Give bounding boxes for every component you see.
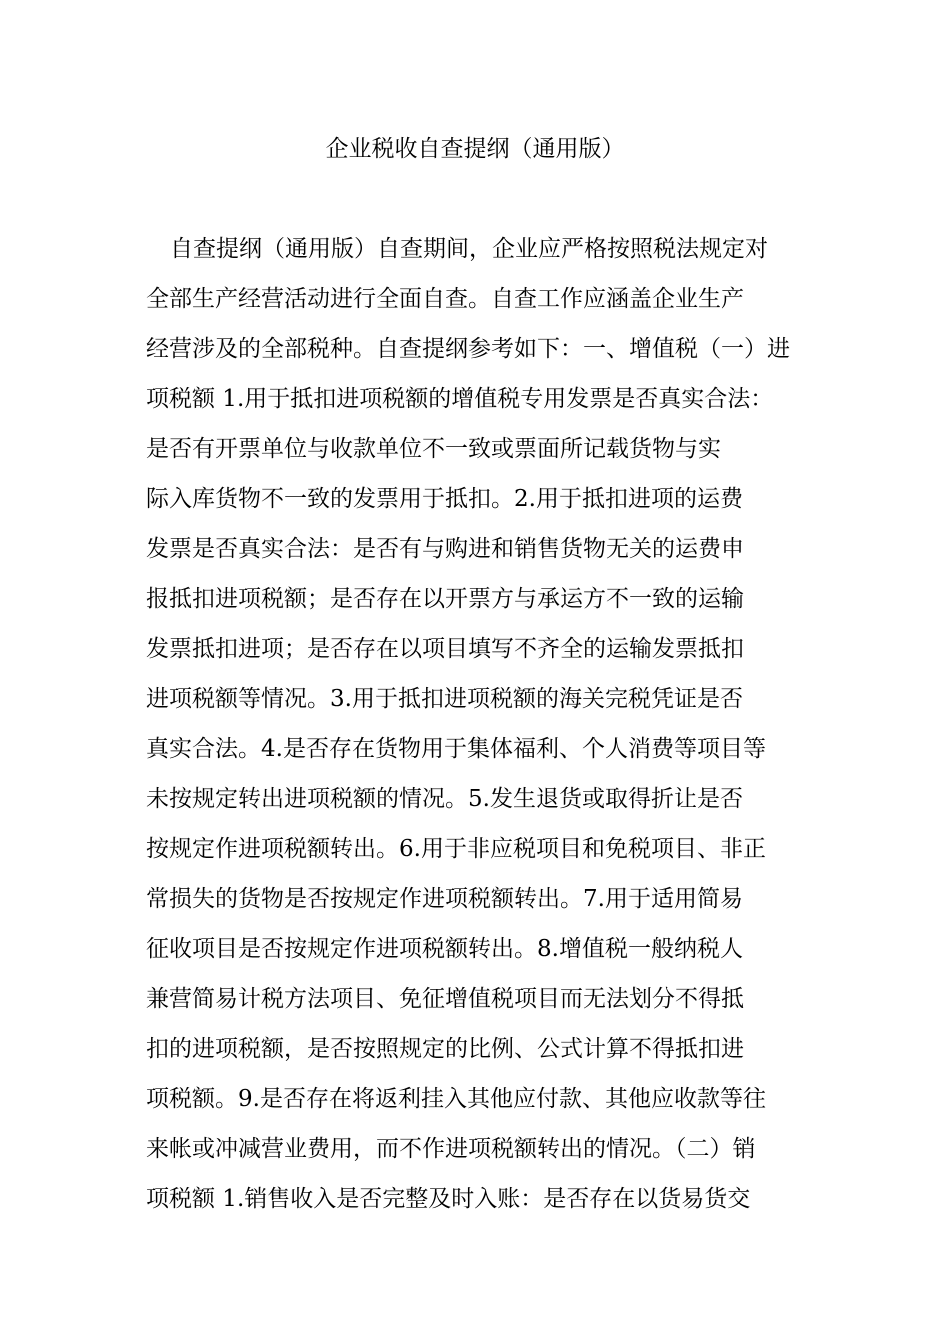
body-line: 未按规定转出进项税额的情况。5.发生退货或取得折让是否 — [146, 786, 743, 812]
body-line: 自查提纲（通用版）自查期间，企业应严格按照税法规定对 — [170, 236, 768, 262]
body-line: 项税额 1.用于抵扣进项税额的增值税专用发票是否真实合法： — [146, 386, 774, 412]
body-line: 项税额。9.是否存在将返利挂入其他应付款、其他应收款等往 — [146, 1086, 766, 1112]
body-line: 真实合法。4.是否存在货物用于集体福利、个人消费等项目等 — [146, 736, 766, 762]
body-line: 扣的进项税额，是否按照规定的比例、公式计算不得抵扣进 — [146, 1036, 744, 1062]
body-line: 进项税额等情况。3.用于抵扣进项税额的海关完税凭证是否 — [146, 686, 743, 712]
document-body — [146, 230, 826, 1230]
body-line: 发票抵扣进项；是否存在以项目填写不齐全的运输发票抵扣 — [146, 636, 744, 662]
body-line: 际入库货物不一致的发票用于抵扣。2.用于抵扣进项的运费 — [146, 486, 743, 512]
body-line: 常损失的货物是否按规定作进项税额转出。7.用于适用简易 — [146, 886, 743, 912]
body-line: 项税额 1.销售收入是否完整及时入账：是否存在以货易货交 — [146, 1186, 751, 1212]
body-line: 来帐或冲减营业费用，而不作进项税额转出的情况。（二）销 — [146, 1136, 756, 1162]
body-line: 发票是否真实合法：是否有与购进和销售货物无关的运费申 — [146, 536, 744, 562]
body-line: 按规定作进项税额转出。6.用于非应税项目和免税项目、非正 — [146, 836, 766, 862]
body-line: 兼营简易计税方法项目、免征增值税项目而无法划分不得抵 — [146, 986, 744, 1012]
document-title: 企业税收自查提纲（通用版） — [325, 136, 625, 162]
body-line: 报抵扣进项税额；是否存在以开票方与承运方不一致的运输 — [146, 586, 744, 612]
body-line: 全部生产经营活动进行全面自查。自查工作应涵盖企业生产 — [146, 286, 744, 312]
body-line: 是否有开票单位与收款单位不一致或票面所记载货物与实 — [146, 436, 721, 462]
body-line: 经营涉及的全部税种。自查提纲参考如下：一、增值税（一）进 — [146, 336, 790, 362]
body-line: 征收项目是否按规定作进项税额转出。8.增值税一般纳税人 — [146, 936, 743, 962]
